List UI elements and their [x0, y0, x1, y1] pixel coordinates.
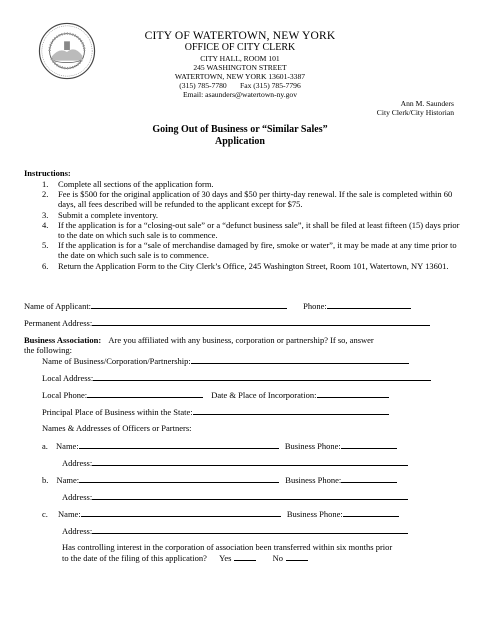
email-line: Email: asaunders@watertown-ny.gov [182, 90, 298, 99]
officer-address-field[interactable] [92, 525, 408, 534]
officer-name-field[interactable] [79, 474, 279, 483]
officer-address-label: Address: [62, 458, 93, 468]
instruction-number: 4. [42, 219, 49, 230]
controlling-interest-question-cont: to the date of the filing of this application? [62, 553, 207, 563]
local-address-row [42, 372, 431, 383]
instruction-number: 3. [42, 209, 49, 220]
officer-letter: c. [42, 509, 48, 519]
no-field[interactable] [286, 552, 308, 561]
business-phone-field[interactable] [343, 508, 399, 517]
principal-place-field[interactable] [193, 406, 389, 415]
address-line: WATERTOWN, NEW YORK 13601-3387 [174, 72, 306, 81]
instruction-number: 2. [42, 189, 49, 200]
instruction-item [42, 189, 462, 209]
business-phone-label: Business Phone: [284, 441, 341, 451]
business-name-label: Name of Business/Corporation/Partnership: [42, 356, 191, 366]
instruction-text: Fee is $500 for the original application of 30 days and $50 per thirty-day renewal. If the sale is completed within 60 days, all fees described will be refunded to the applicant except for $75. [58, 189, 453, 210]
business-name-row [42, 355, 409, 366]
instruction-item [42, 261, 462, 271]
business-association-question-cont: the following: [24, 345, 72, 355]
no-label: No [272, 553, 283, 563]
phone-label: Phone: [303, 301, 327, 311]
officer-name-label: Name: [56, 475, 80, 485]
instruction-text: If the application is for a “closing-out sale” or a “defunct business sale”, it shall be filed at least fifteen (15) days prior to the date on which such sale is to commence. [58, 219, 460, 241]
applicant-name-field[interactable] [91, 300, 287, 309]
clerk-title: City Clerk/City Historian [376, 108, 454, 117]
permanent-address-row [24, 317, 430, 328]
business-name-field[interactable] [191, 355, 409, 364]
instruction-text: Submit a complete inventory. [58, 209, 159, 220]
instruction-item [42, 179, 462, 189]
business-phone-field[interactable] [341, 474, 397, 483]
instruction-text: If the application is for a “sale of merchandise damaged by fire, smoke or water”, it may be made at any time prior to the date on which such sale is to commence. [58, 240, 457, 261]
instruction-text: Return the Application Form to the City Clerk’s Office, 245 Washington Street, Room 101, Watertown, NY 13601. [58, 260, 449, 271]
clerk-name: Ann M. Saunders [400, 99, 454, 108]
incorporation-label: Date & Place of Incorporation: [211, 390, 317, 400]
officer-b-address-row [62, 491, 408, 502]
instructions-heading: Instructions: [24, 168, 71, 178]
incorporation-field[interactable] [317, 389, 389, 398]
permanent-address-label: Permanent Address: [24, 318, 93, 328]
permanent-address-field[interactable] [92, 317, 430, 326]
business-association-row [24, 335, 374, 345]
address-line: CITY HALL, ROOM 101 [200, 54, 280, 63]
form-title: Going Out of Business or “Similar Sales” [152, 124, 328, 135]
yes-label: Yes [219, 553, 232, 563]
officer-name-label: Name: [58, 509, 81, 519]
officer-c-name-row [42, 508, 399, 519]
local-phone-field[interactable] [87, 389, 203, 398]
instruction-item [42, 220, 462, 240]
applicant-name-label: Name of Applicant: [24, 301, 92, 311]
officer-letter: b. [42, 475, 49, 485]
instruction-text: Complete all sections of the application form. [58, 179, 214, 189]
phone-fax-line: (315) 785-7780 Fax (315) 785-7796 [179, 81, 301, 90]
local-address-label: Local Address: [42, 373, 94, 383]
officer-a-name-row [42, 440, 397, 451]
local-phone-label: Local Phone: [42, 390, 88, 400]
business-phone-label: Business Phone: [285, 475, 342, 485]
officer-name-field[interactable] [79, 440, 279, 449]
instruction-number: 6. [42, 260, 49, 271]
officer-address-label: Address: [62, 492, 93, 502]
city-name: CITY OF WATERTOWN, NEW YORK [144, 30, 336, 42]
city-seal [38, 22, 96, 80]
officer-address-label: Address: [62, 526, 93, 536]
instruction-item [42, 210, 462, 220]
officer-address-field[interactable] [92, 457, 408, 466]
officer-name-label: Name: [56, 441, 79, 451]
instruction-number: 1. [42, 179, 49, 189]
yes-field[interactable] [234, 552, 256, 561]
officer-name-field[interactable] [81, 508, 281, 517]
instructions-list [42, 179, 462, 271]
officer-a-address-row [62, 457, 408, 468]
business-association-question: Are you affiliated with any business, corporation or partnership? If so, answer [108, 335, 374, 345]
officer-b-name-row [42, 474, 397, 485]
applicant-row [24, 300, 411, 311]
form-subtitle: Application [214, 136, 265, 147]
business-phone-field[interactable] [341, 440, 397, 449]
officer-c-address-row [62, 525, 408, 536]
local-phone-row [42, 389, 389, 400]
address-line: 245 WASHINGTON STREET [193, 63, 287, 72]
business-phone-label: Business Phone: [286, 509, 343, 519]
instruction-item [42, 240, 462, 260]
officers-heading: Names & Addresses of Officers or Partners: [42, 423, 192, 433]
principal-place-row [42, 406, 389, 417]
principal-place-label: Principal Place of Business within the State: [42, 407, 193, 417]
business-association-label: Business Association: [24, 335, 102, 345]
controlling-interest-question: Has controlling interest in the corporation of association been transferred within six months prior [62, 542, 393, 552]
instruction-number: 5. [42, 240, 49, 251]
officer-letter: a. [42, 441, 48, 451]
phone-field[interactable] [327, 300, 411, 309]
controlling-interest-row [62, 552, 308, 563]
office-name: OFFICE OF CITY CLERK [184, 42, 296, 53]
officer-address-field[interactable] [92, 491, 408, 500]
local-address-field[interactable] [93, 372, 431, 381]
